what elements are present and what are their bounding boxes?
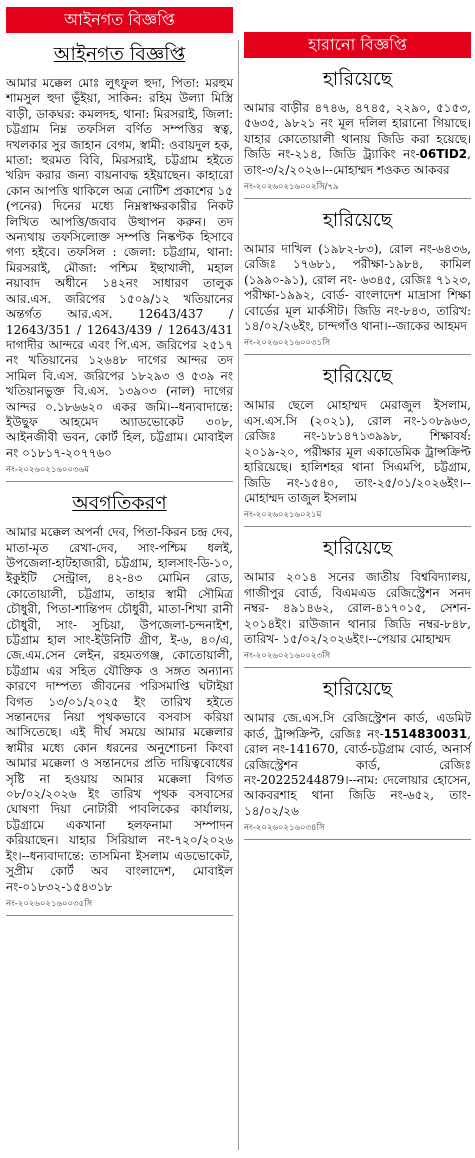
notice-title: হারিয়েছে <box>322 68 393 90</box>
lost-notice-banner: হারানো বিজ্ঞপ্তি <box>244 32 471 58</box>
notice-body-text: আমার বাড়ীর ৪৭৪৬, ৪৭৪৫, ২২৯০, ৫১৫৩, ৫৬৩৫, ৯৮২১ নং মূল দলিল হারানো গিয়াছে। যাহার কোতোয়ালী থানায় জিডি করা হয়েছে। জিডি নং-২১৪, জিডি ট্র্যাকিং নং- <box>244 101 471 162</box>
notice-title: হারিয়েছে <box>322 209 393 232</box>
notice-body-text: আমার ছেলে মোহাম্মদ মেরাজুল ইসলাম, এস.এস.সি (২০২১), রোল নং-১০৮৯৬৩, রেজিঃ নং-১৮১৪৭১৩৯৯৮, শিক্ষাবর্ষ: ২০১৯-২০, পরীক্ষার মূল একাডেমিক ট্রান্সক্রিপ্ট হারিয়েছে। হালিশহর থানা সিএমপি, চট্টগ্রাম, জিডি নং-১৫৪০, তাং-২৫/০১/২০২৬ইং।--মোহাম্মদ তাজুল ইসলাম <box>244 398 471 505</box>
lost-notice <box>244 206 471 355</box>
notice-body-text: আমার দাখিল (১৯৮২-৮৩), রোল নং-৬৪৩৬, রেজিঃ ১৭৬৮১, পরীক্ষা-১৯৮৪, কামিল (১৯৯০-৯১), রোল নং- ৬৩৪৫, রেজিঃ ৭১২৩, পরীক্ষা-১৯৯২, বোর্ড- বাংলাদেশ মাদ্রাসা শিক্ষা বোর্ডের মূল মার্কসীট। জিডি নং-৮৪৩, তারিখ: ১৪/০২/২৬ইং, চান্দগাঁও থানা।--জাকের আহমদ <box>244 242 471 334</box>
notice-title: হারিয়েছে <box>322 678 393 701</box>
notice-ref: নং-২০২৬০২১৬০০৩১সি <box>244 338 331 349</box>
notice-title: হারিয়েছে <box>322 537 393 560</box>
intimation-notice <box>6 489 233 916</box>
notice-body <box>244 242 471 334</box>
notice-title: আইনগত বিজ্ঞপ্তি <box>53 43 186 65</box>
column-divider <box>238 40 239 1150</box>
notice-body <box>244 711 471 819</box>
legal-notice-banner: আইনগত বিজ্ঞপ্তি <box>6 7 233 33</box>
notice-title: হারিয়েছে <box>322 365 393 388</box>
notice-body-text: আমার ২০১৪ সনের জাতীয় বিশ্ববিদ্যালয়, গাজীপুর বোর্ড, বিএমএড রেজিস্ট্রেশন সনদ নম্বর- ৪৯১৪৬২, রোল-৪১৭০১৫, সেশন- ২০১৪ইং। রাউজান থানার জিডি নম্বর-৮৪৮, তারিখ- ১৫/০২/২০২৬ইং।--পেয়ার মোহাম্মদ <box>244 570 471 646</box>
notice-ref: নং-২০২৬০২১৬০০২সি/৭৯ <box>244 182 339 193</box>
lost-notice <box>244 534 471 668</box>
notice-body <box>244 398 471 506</box>
notice-ref: নং-২০২৬০২১৬০৩৪সি <box>244 823 325 834</box>
notice-title: অবগতিকরণ <box>72 492 167 515</box>
notice-ref: নং-২০২৬০২১৬০০৩৫সি <box>6 898 93 909</box>
lost-notice <box>244 362 471 527</box>
notice-body-bold: 06TID2 <box>419 147 468 162</box>
lost-notice <box>244 675 471 840</box>
notice-body-text: , তাং-৩/২/২০২৬।--মোহাম্মদ শওকত আকবর <box>244 147 471 177</box>
notice-body <box>244 570 471 647</box>
notice-body-text: আমার জে.এস.সি রেজিস্ট্রেশন কার্ড, এডমিট কার্ড, ট্রান্সক্রিপ্ট, রেজিঃ নং- <box>244 711 471 741</box>
legal-notice <box>6 40 233 482</box>
left-column <box>6 0 233 916</box>
notice-ref: নং-২০২৬০২১৬০০৩৬ম <box>6 465 89 476</box>
notice-ref: নং-২০২৬০২১৬০২১ম <box>244 510 322 521</box>
notice-body: আমার মক্কেল অপর্না দেব, পিতা-কিরন চন্দ্র দেব, মাতা-মৃত রেখা-দেব, সাং-পশ্চিম ধলই, উপজেলা-হাটহাজারী, চট্টগ্রাম, হালসাং-ডি-১০, ইকুইটি সেন্ট্রাল, ৪২-৪৩ মোমিন রোড, কোতোয়ালী, চট্টগ্রাম, তাহার স্বামী সৌমিত্র চৌধুরী, পিতা-শান্তিপদ চৌধুরী, মাতা-শিখা রানী চৌধুরী, সাং- সুচিয়া, উপজেলা-চন্দনাইশ, চট্টগ্রাম হাল সাং-ইউনিটি গ্রীণ, ই-৬, ৪০/এ, জে.এম.সেন লেইন, রহমতগঞ্জ, কোতোয়ালী, চট্টগ্রাম এর সহিত যৌক্তিক ও সঙ্গত অন্যান্য কারণে দাম্পত্য জীবনের পরিসমাপ্তি ঘটাইয়া বিগত ১৩/০১/২০২৫ ইং তারিখ হইতে সন্তানদের নিয়া পৃথকভাবে বসবাস করিয়া আসিতেছে। এই দীর্ঘ সময়ে আমার মক্কেলার স্বামীর মধ্যে কোন ধরনের অনুশোচনা কিংবা আমার মক্কেলা ও সন্তানদের প্রতি দায়িত্ববোধের সৃষ্টি না হওয়ায় আমার মক্কেলা বিগত ০৮/০২/২০২৬ ইং তারিখ পৃথক বসবাসের ঘোষণা দিয়া নোটারী পাবলিকের কার্যালয়, চট্টগ্রামে একখানা হলফনামা সম্পাদন করিয়াছেন। যাহার সিরিয়াল নং-৭২০/২০২৬ ইং।--ধন্যবাদান্তে: তাসমিনা ইসলাম এডভোকেট, সুপ্রীম কোর্ট অব বাংলাদেশ, মোবাইল নং-০১৮৩২-১৫৪৩১৮ <box>6 525 233 894</box>
notice-body: আমার মক্কেল মোঃ লুৎফুল হুদা, পিতা: মরহুম শামসুল হুদা ভূঁইয়া, সাকিন: রহিম উল্যা মিস্ত্রি বাড়ী, ডাকঘর: কমলদহ, থানা: মিরসরাই, জিলা: চট্টগ্রাম নিম্ন তফসিল বর্ণিত সম্পত্তির স্বত্ব, দখলকার সুর জাহান বেগম, স্বামী: ওবায়দুল হক, মাতা: হুরমত বিবি, মিরসরাই, চট্টগ্রাম হইতে খরিদ করার জন্য বায়নাবদ্ধ হইয়াছেন। কাহারো কোন আপত্তি থাকিলে অত্র নোটিশ প্রকাশের ১৫ (পনের) দিনের মধ্যে নিম্নস্বাক্ষরকারীর নিকট লিখিত আপত্তি/জবাব উত্থাপন করুন। তদ অন্যথায় তফসিলোক্ত সম্পত্তি নিষ্কণ্টক হিসাবে গণ্য হইবে। তফসিল : জেলা: চট্টগ্রাম, থানা: মিরসরাই, মৌজা: পশ্চিম ইছাখালী, মহাল নয়াবাদ অধীনে ১৪২নং সাধারণ তালুক আর.এস. জরিপের ১৫০৯/১২ খতিয়ানের অন্তর্গত আর.এস. 12643/437 / 12643/351 / 12643/439 / 12643/431 দাগাদীর আন্দরে এবং পি.এস. জরিপের ২৫১৭ নং খতিয়ানের ১২৬৪৮ দাগের আন্দর তদ সামিল বি.এস. জরিপের ১৮২৯৩ ও ৫৩৯ নং খতিয়ানভুক্ত বি.এস. ১৩৯০৩ (নাল) দাগের আন্দর ০.১৮৬৬২০ একর জমি।--ধন্যবাদান্তে: ইউছুফ আহমেদ অ্যাডভোকেট ৩০৮, আইনজীবী ভবন, কোর্ট হিল, চট্টগ্রাম। মোবাইল নং ০১৮১৭-২০৭৭৬০ <box>6 76 233 460</box>
notice-body <box>244 101 471 178</box>
notice-body-bold: 1514830031 <box>383 726 468 741</box>
lost-notice <box>244 65 471 199</box>
right-column <box>244 0 471 840</box>
notice-ref: নং-২০২৬০২১৬০০২৩সি <box>244 651 331 662</box>
notice-body-text: , রোল নং-141670, বোর্ড-চট্টগ্রাম বোর্ড, অনার্স রেজিস্ট্রেশন কার্ড, রেজিঃ নং-20225244879।--নাম: দেলোয়ার হোসেন, আকবরশাহ থানা জিডি নং-৬৫২, তাং- ১৪/০২/২৬ <box>244 726 471 818</box>
